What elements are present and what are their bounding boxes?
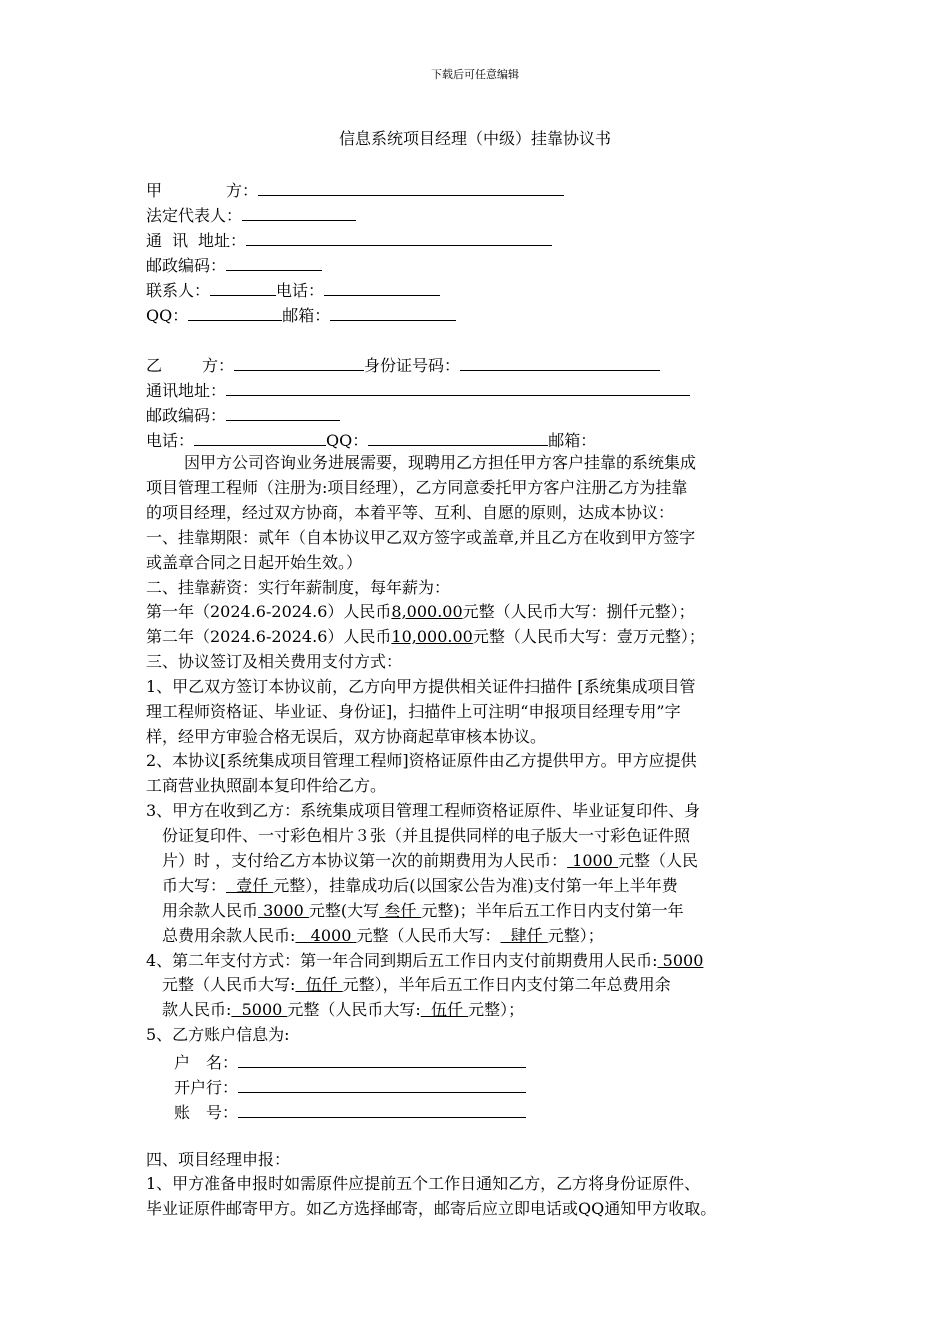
account-bank-label: 开户行： <box>174 1078 239 1097</box>
clause-4-prepay: 5000 <box>657 951 704 970</box>
payment-heading: 三、协议签订及相关费用支付方式： <box>146 652 403 671</box>
clause-4-line-3-c: 元整）； <box>468 1000 525 1019</box>
declaration-line-1: 1、甲方准备申报时如需原件应提前五个工作日通知乙方，乙方将身份证原件、 <box>146 1174 701 1193</box>
clause-2-line-2: 工商营业执照副本复印件给乙方。 <box>146 776 387 795</box>
clause-3-balance-words: 叁仟 <box>379 901 422 920</box>
clause-4-line-3-a: 款人民币: <box>162 1000 232 1019</box>
clause-4-line-2-a: 元整（人民币大写: <box>162 975 296 994</box>
clause-5-heading: 5、乙方账户信息为: <box>146 1025 290 1044</box>
party-a-phone-label: 电话： <box>276 281 325 300</box>
year-2-suffix: 元整（人民币大写：壹万元整）； <box>472 627 705 646</box>
clause-4-balance: 5000 <box>231 1000 288 1019</box>
clause-3-line-4-b: 元整），挂靠成功后(以国家公告为准)支付第一年上半年费 <box>273 876 678 895</box>
party-b-phone-label: 电话： <box>146 431 195 450</box>
clause-1-line-3: 样，经甲方审验合格无误后，双方协商起草审核本协议。 <box>146 727 547 746</box>
party-b-postcode-line <box>146 403 340 426</box>
clause-4-line-3 <box>162 1000 524 1020</box>
clause-4-line-2 <box>162 975 671 995</box>
clause-4-line-1-a: 4、第二年支付方式：第一年合同到期后五工作日内支付前期费用人民币: <box>146 951 658 970</box>
year-1-line <box>146 602 695 622</box>
clause-3-line-3 <box>162 851 698 871</box>
account-name-label-tail: 名： <box>206 1053 239 1072</box>
clause-3-line-5-c: 元整)；半年后五工作日内支付第一年 <box>421 901 684 920</box>
account-number-field[interactable] <box>238 1100 526 1118</box>
clause-3-line-2: 份证复印件、一寸彩色相片３张（并且提供同样的电子版大一寸彩色证件照 <box>162 826 691 845</box>
party-b-name-label-tail: 方： <box>202 356 235 375</box>
account-number-label-tail: 号： <box>206 1103 239 1122</box>
account-bank-field[interactable] <box>238 1075 526 1093</box>
document-title: 信息系统项目经理（中级）挂靠协议书 <box>338 129 611 148</box>
salary-heading: 二、挂靠薪资：实行年薪制度，每年薪为： <box>146 578 451 597</box>
term-line-2: 或盖章合同之日起开始生效。） <box>146 553 363 572</box>
party-a-address-label: 通 <box>146 231 163 250</box>
party-a-address-label-3: 地址： <box>198 231 247 250</box>
header-note: 下载后可任意编辑 <box>431 68 519 81</box>
clause-3-total-balance-words: 肆仟 <box>500 926 548 945</box>
clause-3-line-3-b: 元整（人民 <box>617 851 698 870</box>
year-2-line <box>146 627 705 647</box>
term-line-1: 一、挂靠期限：贰年（自本协议甲乙双方签字或盖章,并且乙方在收到甲方签字 <box>146 528 696 547</box>
party-b-phone-field[interactable] <box>194 428 326 446</box>
clause-4-line-2-b: 元整），半年后五工作日内支付第二年总费用余 <box>342 975 671 994</box>
intro-line-1: 因甲方公司咨询业务进展需要，现聘用乙方担任甲方客户挂靠的系统集成 <box>184 453 697 472</box>
party-b-address-line <box>146 378 690 401</box>
clause-4-line-1 <box>146 951 703 971</box>
year-2-prefix: 第二年（2024.6-2024.6）人民币 <box>146 627 392 646</box>
party-b-name-line <box>146 353 660 376</box>
party-a-contact-field[interactable] <box>210 278 276 296</box>
clause-3-line-6 <box>162 926 604 946</box>
party-a-email-label: 邮箱： <box>282 306 331 325</box>
party-b-id-label: 身份证号码： <box>364 356 461 375</box>
party-b-name-label: 乙 <box>146 356 163 375</box>
party-b-email-label: 邮箱： <box>548 431 597 450</box>
party-a-name-label-tail: 方： <box>226 181 259 200</box>
party-a-postcode-label: 邮政编码： <box>146 256 227 275</box>
party-a-postcode-line <box>146 253 322 276</box>
party-a-qq-field[interactable] <box>188 303 282 321</box>
clause-1-line-1: 1、甲乙双方签订本协议前，乙方向甲方提供相关证件扫描件 [系统集成项目管 <box>146 677 696 696</box>
party-b-postcode-label: 邮政编码： <box>146 406 227 425</box>
party-b-qq-field[interactable] <box>368 428 548 446</box>
party-a-name-line <box>146 178 564 201</box>
account-name-field[interactable] <box>238 1050 526 1068</box>
party-a-rep-label: 法定代表人： <box>146 206 243 225</box>
party-a-address-line <box>146 228 552 251</box>
party-a-contact-line <box>146 278 440 301</box>
clause-4-line-3-b: 元整（人民币大写: <box>287 1000 421 1019</box>
declaration-line-2: 毕业证原件邮寄甲方。如乙方选择邮寄，邮寄后应立即电话或QQ通知甲方收取。 <box>146 1199 717 1218</box>
party-b-id-field[interactable] <box>460 353 660 371</box>
intro-line-3: 的项目经理，经过双方协商，本着平等、互利、自愿的原则，达成本协议： <box>146 503 675 522</box>
clause-3-first-fee-words: 壹仟 <box>226 876 274 895</box>
account-bank-line <box>174 1075 526 1098</box>
intro-line-2: 项目管理工程师（注册为:项目经理），乙方同意委托甲方客户注册乙方为挂靠 <box>146 478 688 497</box>
clause-1-line-2: 理工程师资格证、毕业证、身份证]，扫描件上可注明“申报项目经理专用”字 <box>146 702 681 721</box>
party-a-address-field[interactable] <box>246 228 552 246</box>
party-a-postcode-field[interactable] <box>226 253 322 271</box>
clause-4-balance-words: 伍仟 <box>420 1000 469 1019</box>
party-a-contact-label: 联系人： <box>146 281 211 300</box>
year-1-suffix: 元整（人民币大写：捌仟元整）； <box>462 602 695 621</box>
party-a-email-field[interactable] <box>330 303 456 321</box>
clause-3-line-4 <box>162 876 678 896</box>
party-a-rep-line <box>146 203 356 226</box>
clause-3-line-5-a: 用余款人民币 <box>162 901 259 920</box>
party-a-qq-line <box>146 303 456 326</box>
clause-3-line-6-c: 元整）； <box>547 926 604 945</box>
clause-3-line-1: 3、甲方在收到乙方：系统集成项目管理工程师资格证原件、毕业证复印件、身 <box>146 801 701 820</box>
party-a-name-field[interactable] <box>258 178 564 196</box>
year-1-amount: 8,000.00 <box>391 602 463 621</box>
party-b-phone-line <box>146 428 596 451</box>
clause-3-line-4-a: 币大写： <box>162 876 227 895</box>
declaration-heading: 四、项目经理申报： <box>146 1150 291 1169</box>
party-b-address-field[interactable] <box>226 378 690 396</box>
party-a-rep-field[interactable] <box>242 203 356 221</box>
clause-4-prepay-words: 伍仟 <box>295 975 343 994</box>
account-name-line <box>174 1050 526 1073</box>
account-number-line <box>174 1100 526 1123</box>
party-a-address-label-2: 讯 <box>172 231 189 250</box>
year-1-prefix: 第一年（2024.6-2024.6）人民币 <box>146 602 392 621</box>
party-a-phone-field[interactable] <box>324 278 440 296</box>
clause-3-line-5-b: 元整(大写 <box>308 901 380 920</box>
party-a-qq-label: QQ： <box>146 306 189 325</box>
clause-3-line-5 <box>162 901 684 921</box>
clause-3-line-3-a: 片）时 ，支付给乙方本协议第一次的前期费用为人民币： <box>162 851 568 870</box>
year-2-amount: 10,000.00 <box>391 627 473 646</box>
clause-3-total-balance: 4000 <box>295 926 357 945</box>
account-number-label: 账 <box>174 1103 191 1122</box>
party-b-postcode-field[interactable] <box>226 403 340 421</box>
party-b-name-field[interactable] <box>234 353 364 371</box>
clause-2-line-1: 2、本协议[系统集成项目管理工程师]资格证原件由乙方提供甲方。甲方应提供 <box>146 751 697 770</box>
clause-3-balance: 3000 <box>258 901 309 920</box>
party-b-address-label: 通讯地址： <box>146 381 227 400</box>
party-a-name-label: 甲 <box>146 181 163 200</box>
clause-3-line-6-b: 元整（人民币大写： <box>356 926 501 945</box>
account-name-label: 户 <box>174 1053 191 1072</box>
party-b-qq-label: QQ： <box>326 431 369 450</box>
clause-3-line-6-a: 总费用余款人民币: <box>162 926 296 945</box>
clause-3-first-fee: 1000 <box>567 851 618 870</box>
